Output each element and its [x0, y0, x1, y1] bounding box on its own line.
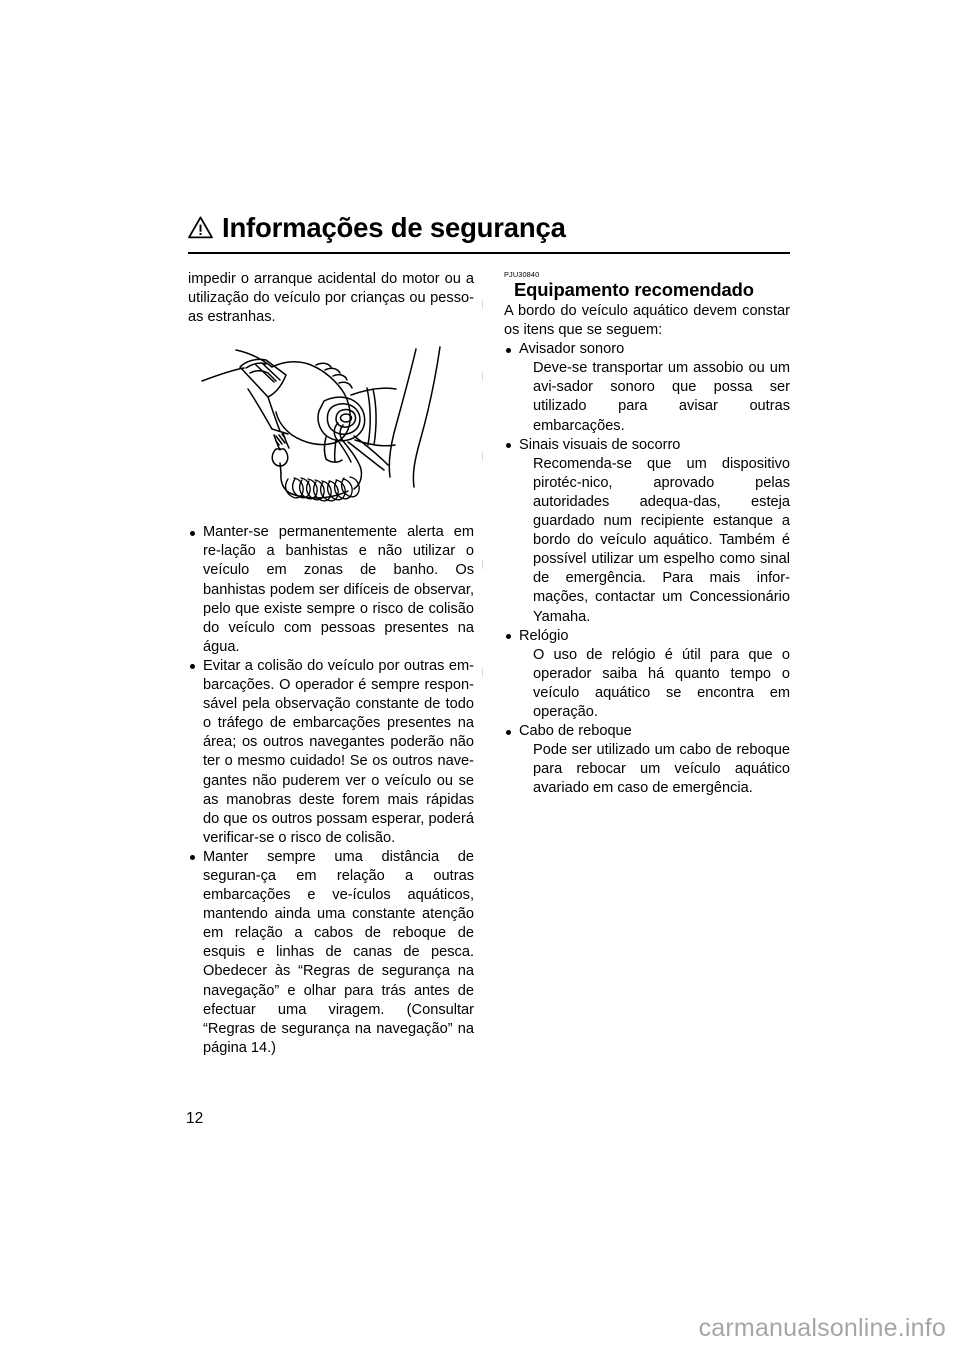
list-item-title: Cabo de reboque — [519, 723, 632, 740]
bullet-dot-icon — [506, 634, 511, 639]
list-item-text: Deve-se transportar um assobio ou um avi-sador sonoro que possa ser utilizado para avisar outras embarcações. — [533, 360, 790, 434]
page-header — [188, 214, 790, 242]
list-item — [188, 523, 474, 657]
list-item-text: Manter-se permanentemente alerta em re-lação a banhistas e não utilizar o veículo em zonas de banho. Os banhistas podem ser difíceis de observar, pelo que existe sempre o risco de colisão do veículo com pessoas presentes na água. — [203, 524, 474, 655]
crop-tick — [482, 452, 483, 461]
section-intro-paragraph: A bordo do veículo aquático devem constar os itens que se seguem: — [504, 303, 790, 339]
list-item — [504, 722, 790, 798]
continued-paragraph: impedir o arranque acidental do motor ou a utilização do veículo por crianças ou pesso-as estranhas. — [188, 271, 474, 326]
list-item-text: Manter sempre uma distância de seguran-ça em relação a outras embarcações e ve-ículos aquáticos, mantendo ainda uma constante atenção em relação a cabos de reboque de esquis e linhas de canas de pesca. Obedecer às “Regras de segurança na navegação” e olhar para trás antes de efectuar uma viragem. (Consultar “Regras de segurança na navegação” na página 14.) — [203, 848, 474, 1056]
warning-triangle-icon — [188, 216, 213, 239]
figure-hand-on-handlebar-with-lanyard — [188, 337, 478, 517]
page-title: Informações de segurança — [222, 212, 566, 243]
page-number: 12 — [186, 1110, 204, 1127]
list-item — [188, 657, 474, 848]
bullet-dot-icon — [190, 531, 195, 536]
list-item — [504, 436, 790, 627]
list-item-title: Avisador sonoro — [519, 341, 625, 358]
list-item-text: O uso de relógio é útil para que o operador saiba há quanto tempo o veículo aquático se encontra em operação. — [533, 646, 790, 720]
crop-tick — [482, 560, 483, 569]
left-bullet-list — [188, 523, 474, 1058]
bullet-dot-icon — [506, 443, 511, 448]
section-reference-code: PJU30840 — [504, 270, 540, 279]
section-heading: Equipamento recomendado — [514, 279, 754, 300]
list-item-title: Relógio — [519, 627, 569, 644]
watermark-text: carmanualsonline.info — [698, 1314, 946, 1342]
crop-tick — [482, 372, 483, 381]
list-item — [188, 848, 474, 1058]
crop-tick — [482, 668, 483, 677]
bullet-dot-icon — [190, 664, 195, 669]
list-item-text: Recomenda-se que um dispositivo pirotéc-nico, aprovado pelas autoridades adequa-das, esteja guardado num recipiente estanque a bordo do veículo aquático. Também é possível utilizar um espelho como sinal de emergência. Para mais infor-mações, contactar um Concessionário Yamaha. — [533, 455, 790, 625]
list-item-title: Sinais visuais de socorro — [519, 436, 681, 453]
list-item — [504, 627, 790, 722]
list-item — [504, 340, 790, 435]
right-bullet-list — [504, 340, 790, 798]
bullet-dot-icon — [506, 730, 511, 735]
bullet-dot-icon — [190, 855, 195, 860]
crop-tick — [482, 300, 483, 309]
handlebar-lanyard-illustration — [188, 337, 478, 517]
list-item-text: Pode ser utilizado um cabo de reboque para rebocar um veículo aquático avariado em caso de emergência. — [533, 742, 790, 797]
list-item-text: Evitar a colisão do veículo por outras em-barcações. O operador é sempre respon-sável pela observação constante de todo o tráfego de embarcações presentes na área; os outros navegantes poderão não ter o mesmo cuidado! Se os outros nave-gantes não puderem ver o veículo ou se as manobras deste forem mais rápidas do que os outros possam esperar, poderá verificar-se o risco de colisão. — [203, 657, 474, 846]
header-divider — [188, 252, 790, 254]
bullet-dot-icon — [506, 348, 511, 353]
right-column — [504, 270, 790, 798]
